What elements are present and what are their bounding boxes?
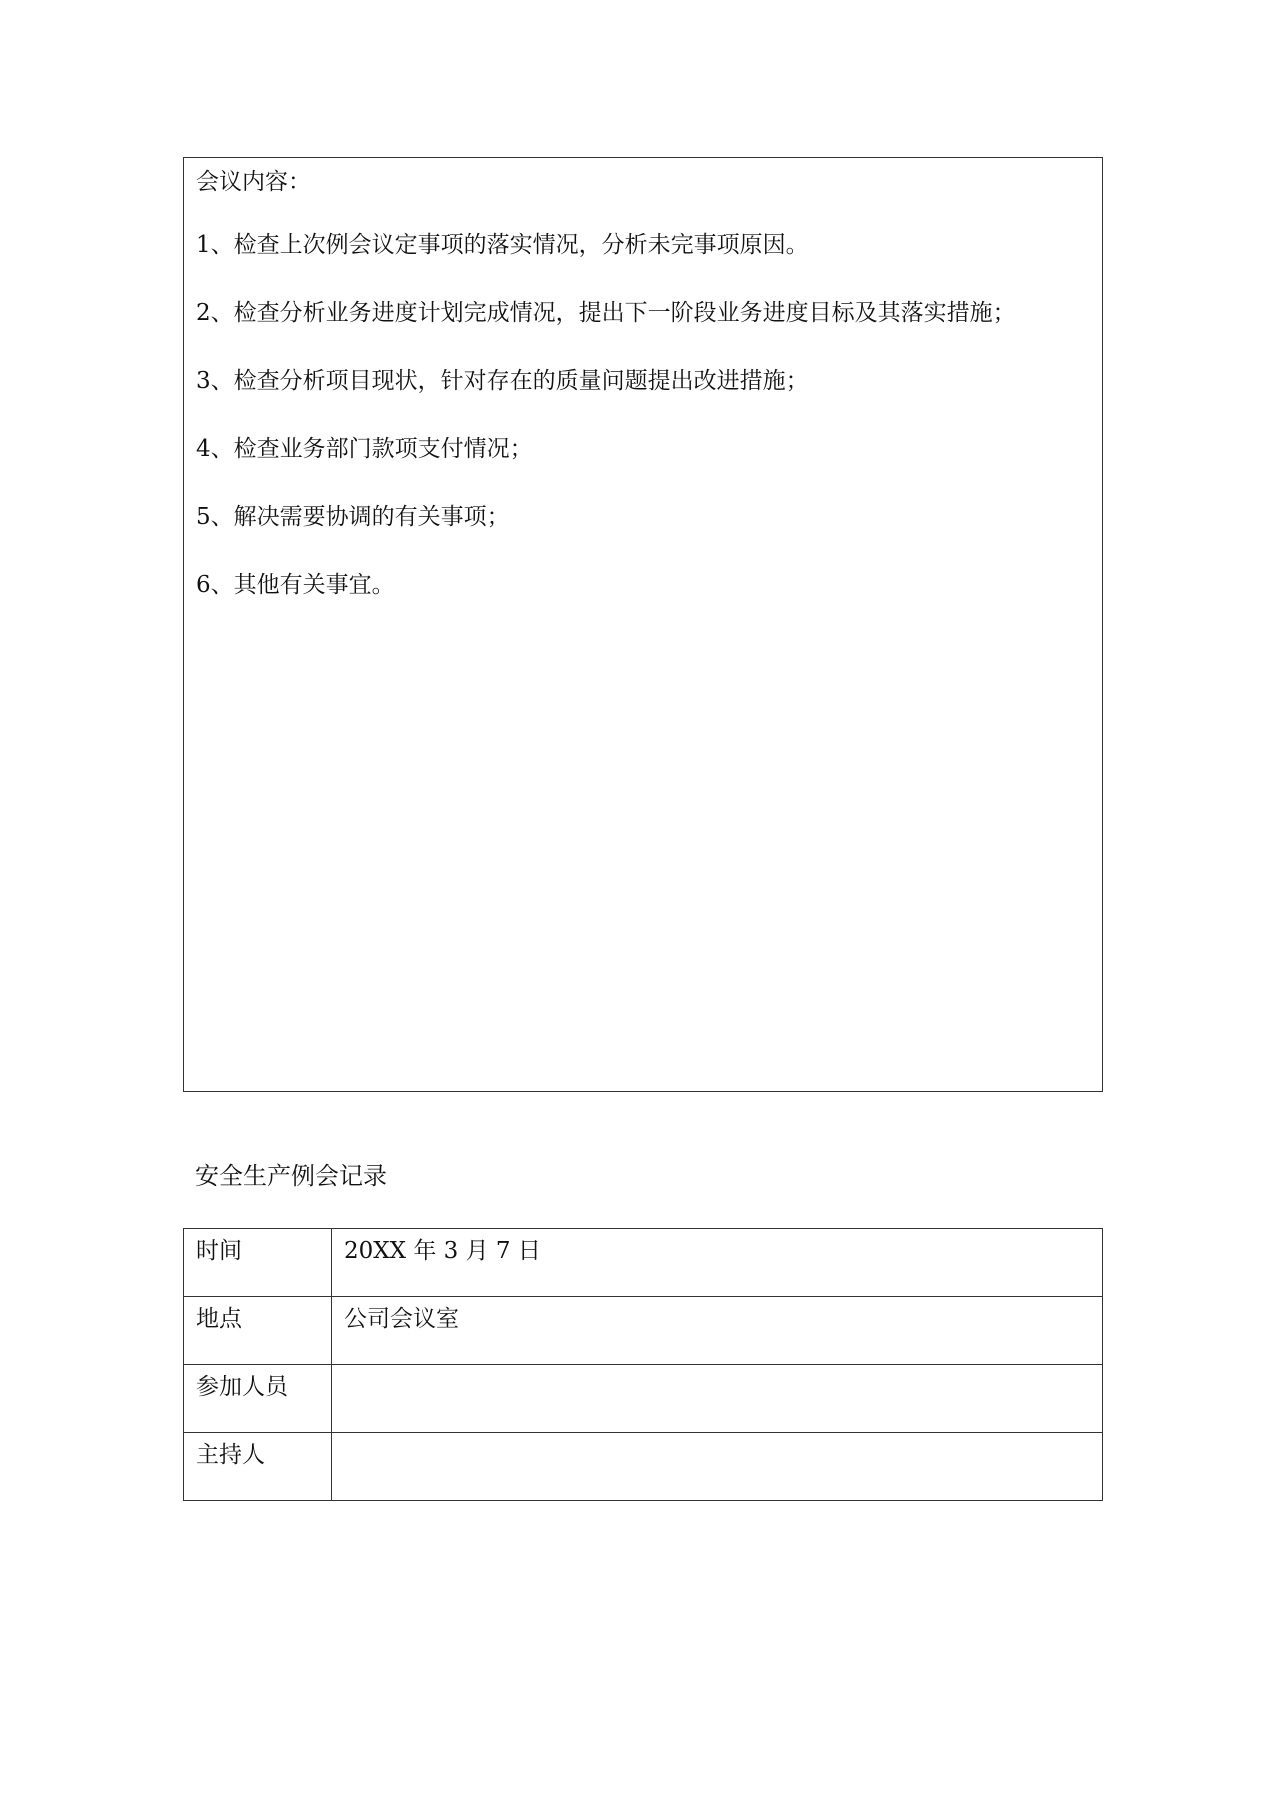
agenda-item: 1、检查上次例会议定事项的落实情况，分析未完事项原因。 [196, 232, 809, 258]
table-row-host [184, 1433, 1103, 1501]
agenda-list [196, 229, 1016, 637]
agenda-item: 6、其他有关事宜。 [196, 572, 395, 598]
meeting-content-heading: 会议内容： [196, 169, 311, 195]
meeting-record-table [183, 1228, 1103, 1501]
location-label: 地点 [184, 1297, 332, 1365]
table-row-location [184, 1297, 1103, 1365]
host-label: 主持人 [184, 1433, 332, 1501]
agenda-item: 3、检查分析项目现状，针对存在的质量问题提出改进措施； [196, 368, 809, 394]
agenda-item: 4、检查业务部门款项支付情况； [196, 436, 533, 462]
host-value [332, 1433, 1103, 1501]
meeting-content-box [183, 157, 1103, 1092]
table-row-participants [184, 1365, 1103, 1433]
location-value: 公司会议室 [332, 1297, 1103, 1365]
time-value: 20XX 年 3 月 7 日 [332, 1229, 1103, 1297]
participants-label: 参加人员 [184, 1365, 332, 1433]
record-title: 安全生产例会记录 [195, 1162, 387, 1190]
agenda-item: 2、检查分析业务进度计划完成情况，提出下一阶段业务进度目标及其落实措施； [196, 300, 1016, 326]
table-row-time [184, 1229, 1103, 1297]
agenda-item: 5、解决需要协调的有关事项； [196, 504, 510, 530]
participants-value [332, 1365, 1103, 1433]
time-label: 时间 [184, 1229, 332, 1297]
